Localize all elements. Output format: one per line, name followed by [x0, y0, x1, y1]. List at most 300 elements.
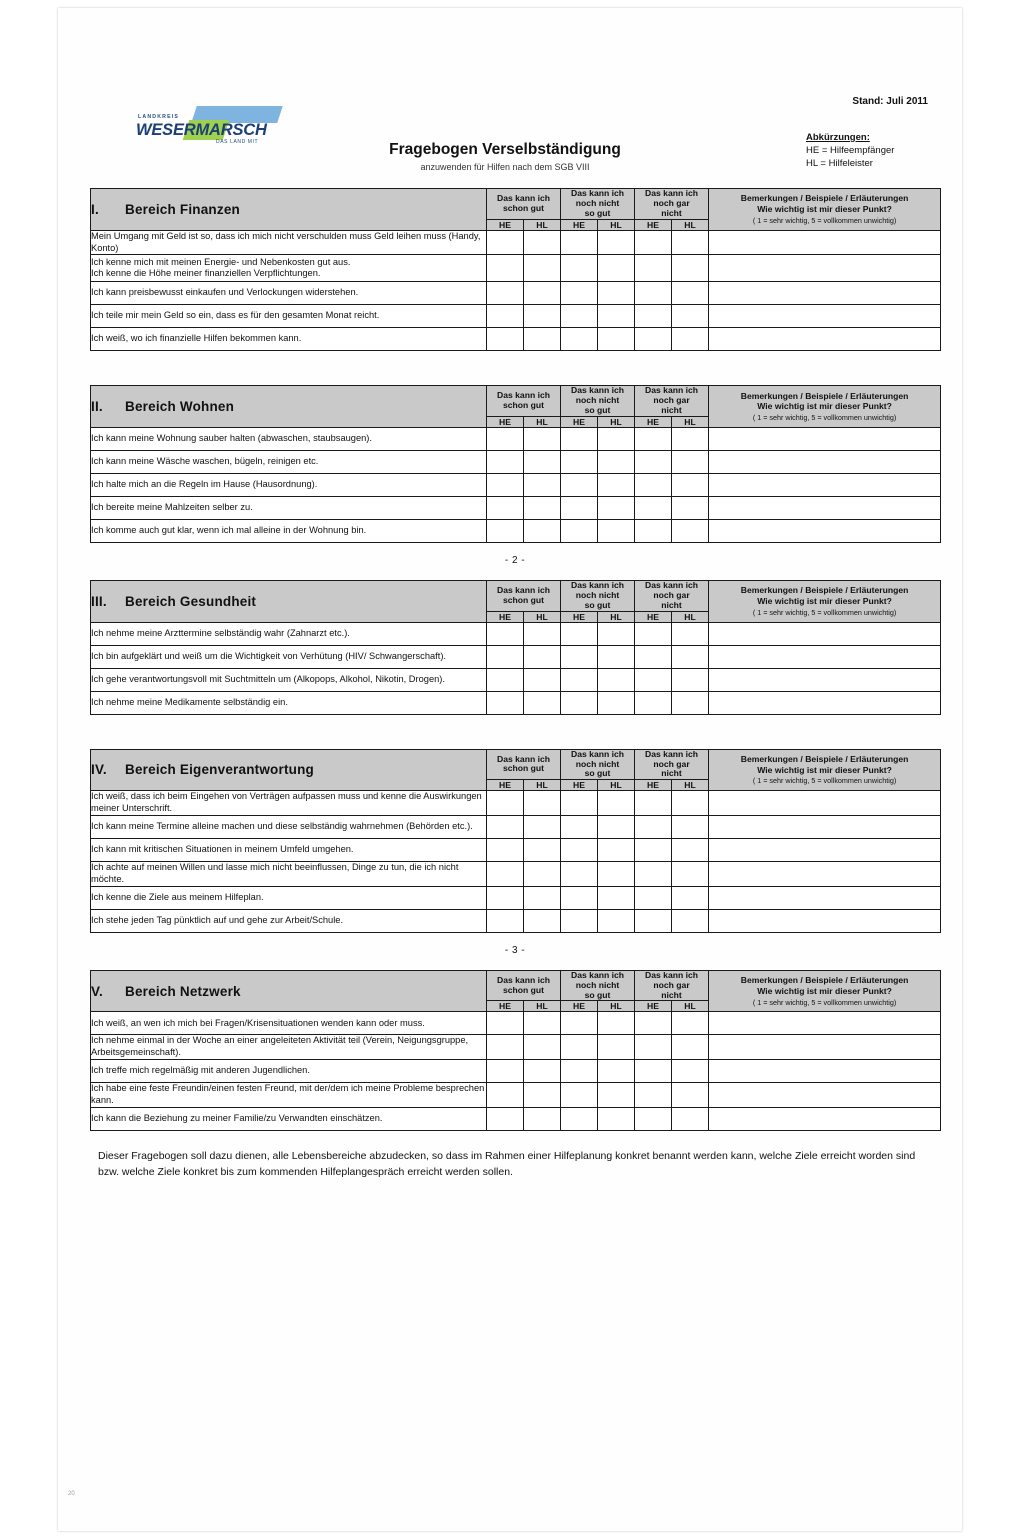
- answer-checkbox-cell[interactable]: [672, 428, 709, 451]
- answer-checkbox-cell[interactable]: [598, 1060, 635, 1083]
- answer-checkbox-cell[interactable]: [672, 1108, 709, 1131]
- answer-checkbox-cell[interactable]: [672, 622, 709, 645]
- section-title: [91, 970, 487, 1012]
- abbreviation-he: HE = Hilfeempfänger: [806, 144, 895, 156]
- section-number: IV.: [91, 762, 107, 778]
- subheader-he: HE: [487, 611, 524, 622]
- subheader-hl: HL: [672, 780, 709, 791]
- subheader-hl: HL: [672, 417, 709, 428]
- answer-checkbox-cell[interactable]: [561, 668, 598, 691]
- remarks-cell[interactable]: [709, 328, 941, 351]
- question-text: Ich weiß, an wen ich mich bei Fragen/Krisensituationen wenden kann oder muss.: [91, 1012, 487, 1035]
- column-group-not: Das kann ich noch gar nicht: [635, 189, 709, 220]
- answer-checkbox-cell[interactable]: [635, 1108, 672, 1131]
- table-row: [91, 862, 941, 887]
- question-text: Ich kann mit kritischen Situationen in meinem Umfeld umgehen.: [91, 839, 487, 862]
- answer-checkbox-cell[interactable]: [672, 1060, 709, 1083]
- remarks-cell[interactable]: [709, 816, 941, 839]
- table-row: [91, 816, 941, 839]
- answer-checkbox-cell[interactable]: [635, 645, 672, 668]
- answer-checkbox-cell[interactable]: [672, 230, 709, 255]
- answer-checkbox-cell[interactable]: [487, 862, 524, 887]
- table-row: [91, 428, 941, 451]
- subheader-he: HE: [561, 611, 598, 622]
- remarks-cell[interactable]: [709, 1108, 941, 1131]
- answer-checkbox-cell[interactable]: [561, 428, 598, 451]
- remarks-cell[interactable]: [709, 909, 941, 932]
- subheader-hl: HL: [524, 219, 561, 230]
- answer-checkbox-cell[interactable]: [487, 645, 524, 668]
- answer-checkbox-cell[interactable]: [635, 791, 672, 816]
- answer-checkbox-cell[interactable]: [524, 497, 561, 520]
- answer-checkbox-cell[interactable]: [672, 1035, 709, 1060]
- answer-checkbox-cell[interactable]: [598, 282, 635, 305]
- answer-checkbox-cell[interactable]: [598, 909, 635, 932]
- subheader-hl: HL: [598, 1001, 635, 1012]
- answer-checkbox-cell[interactable]: [672, 668, 709, 691]
- table-row: [91, 1035, 941, 1060]
- remarks-cell[interactable]: [709, 255, 941, 282]
- remarks-cell[interactable]: [709, 691, 941, 714]
- answer-checkbox-cell[interactable]: [598, 862, 635, 887]
- subheader-he: HE: [635, 219, 672, 230]
- answer-checkbox-cell[interactable]: [635, 428, 672, 451]
- remarks-cell[interactable]: [709, 886, 941, 909]
- remarks-cell[interactable]: [709, 862, 941, 887]
- answer-checkbox-cell[interactable]: [487, 622, 524, 645]
- stand-date: Stand: Juli 2011: [852, 96, 928, 107]
- answer-checkbox-cell[interactable]: [487, 474, 524, 497]
- question-text: Mein Umgang mit Geld ist so, dass ich mich nicht verschulden muss Geld leihen muss (Handy, Konto): [91, 230, 487, 255]
- answer-checkbox-cell[interactable]: [524, 886, 561, 909]
- answer-checkbox-cell[interactable]: [672, 305, 709, 328]
- column-group-not: Das kann ich noch gar nicht: [635, 386, 709, 417]
- page-mark-2: - 2 -: [504, 555, 526, 567]
- answer-checkbox-cell[interactable]: [635, 862, 672, 887]
- section-title-text: Bereich Gesundheit: [125, 593, 257, 609]
- section-header-row: [91, 581, 941, 612]
- table-row: [91, 1012, 941, 1035]
- answer-checkbox-cell[interactable]: [561, 1012, 598, 1035]
- remarks-cell[interactable]: [709, 839, 941, 862]
- subheader-he: HE: [561, 417, 598, 428]
- column-remarks-header: Bemerkungen / Beispiele / Erläuterungen Wie wichtig ist mir dieser Punkt? ( 1 = sehr wichtig, 5 = vollkommen unwichtig): [709, 970, 941, 1012]
- answer-checkbox-cell[interactable]: [672, 520, 709, 543]
- answer-checkbox-cell[interactable]: [598, 839, 635, 862]
- subheader-he: HE: [487, 780, 524, 791]
- answer-checkbox-cell[interactable]: [561, 451, 598, 474]
- answer-checkbox-cell[interactable]: [672, 816, 709, 839]
- answer-checkbox-cell[interactable]: [561, 255, 598, 282]
- answer-checkbox-cell[interactable]: [598, 622, 635, 645]
- subheader-hl: HL: [524, 780, 561, 791]
- answer-checkbox-cell[interactable]: [487, 230, 524, 255]
- table-row: [91, 451, 941, 474]
- subheader-hl: HL: [672, 611, 709, 622]
- table-row: [91, 909, 941, 932]
- section-title: [91, 581, 487, 623]
- answer-checkbox-cell[interactable]: [598, 1035, 635, 1060]
- answer-checkbox-cell[interactable]: [561, 839, 598, 862]
- section-table: [90, 749, 941, 933]
- section-header-row: [91, 386, 941, 417]
- section-header-row: [91, 749, 941, 780]
- column-group-not: Das kann ich noch gar nicht: [635, 970, 709, 1001]
- table-row: [91, 886, 941, 909]
- table-row: [91, 1060, 941, 1083]
- answer-checkbox-cell[interactable]: [672, 328, 709, 351]
- remarks-cell[interactable]: [709, 428, 941, 451]
- answer-checkbox-cell[interactable]: [524, 862, 561, 887]
- answer-checkbox-cell[interactable]: [524, 305, 561, 328]
- subheader-he: HE: [561, 780, 598, 791]
- section-title: [91, 386, 487, 428]
- logo-sub-text: DAS LAND MIT: [216, 139, 259, 145]
- section-table: [90, 188, 941, 351]
- answer-checkbox-cell[interactable]: [524, 520, 561, 543]
- answer-checkbox-cell[interactable]: [672, 451, 709, 474]
- answer-checkbox-cell[interactable]: [561, 1108, 598, 1131]
- answer-checkbox-cell[interactable]: [524, 428, 561, 451]
- column-group-good: Das kann ich schon gut: [487, 749, 561, 780]
- table-row: [91, 230, 941, 255]
- subheader-he: HE: [487, 219, 524, 230]
- spacer: [90, 715, 940, 749]
- question-text: Ich komme auch gut klar, wenn ich mal alleine in der Wohnung bin.: [91, 520, 487, 543]
- answer-checkbox-cell[interactable]: [635, 909, 672, 932]
- question-text: Ich achte auf meinen Willen und lasse mich nicht beeinflussen, Dinge zu tun, die ich nicht möchte.: [91, 862, 487, 887]
- column-group-not: Das kann ich noch gar nicht: [635, 581, 709, 612]
- question-text: Ich weiß, wo ich finanzielle Hilfen bekommen kann.: [91, 328, 487, 351]
- answer-checkbox-cell[interactable]: [672, 645, 709, 668]
- column-group-partly: Das kann ich noch nicht so gut: [561, 386, 635, 417]
- answer-checkbox-cell[interactable]: [672, 497, 709, 520]
- answer-checkbox-cell[interactable]: [487, 909, 524, 932]
- answer-checkbox-cell[interactable]: [635, 668, 672, 691]
- question-text: Ich halte mich an die Regeln im Hause (Hausordnung).: [91, 474, 487, 497]
- answer-checkbox-cell[interactable]: [524, 691, 561, 714]
- remarks-cell[interactable]: [709, 230, 941, 255]
- page-subtitle: anzuwenden für Hilfen nach dem SGB VIII: [420, 162, 590, 172]
- answer-checkbox-cell[interactable]: [598, 1012, 635, 1035]
- section-table: [90, 970, 941, 1131]
- answer-checkbox-cell[interactable]: [524, 791, 561, 816]
- answer-checkbox-cell[interactable]: [487, 1060, 524, 1083]
- answer-checkbox-cell[interactable]: [635, 839, 672, 862]
- remarks-cell[interactable]: [709, 520, 941, 543]
- question-text: Ich kann preisbewusst einkaufen und Verlockungen widerstehen.: [91, 282, 487, 305]
- column-group-good: Das kann ich schon gut: [487, 189, 561, 220]
- answer-checkbox-cell[interactable]: [487, 282, 524, 305]
- table-row: [91, 1108, 941, 1131]
- answer-checkbox-cell[interactable]: [672, 691, 709, 714]
- abbreviation-hl: HL = Hilfeleister: [806, 157, 873, 169]
- table-row: [91, 691, 941, 714]
- answer-checkbox-cell[interactable]: [524, 668, 561, 691]
- section-number: I.: [91, 201, 99, 217]
- page-title: Fragebogen Verselbständigung: [389, 141, 621, 158]
- remarks-cell[interactable]: [709, 451, 941, 474]
- answer-checkbox-cell[interactable]: [561, 328, 598, 351]
- answer-checkbox-cell[interactable]: [672, 909, 709, 932]
- answer-checkbox-cell[interactable]: [598, 230, 635, 255]
- answer-checkbox-cell[interactable]: [524, 622, 561, 645]
- answer-checkbox-cell[interactable]: [561, 1060, 598, 1083]
- question-text: Ich kenne mich mit meinen Energie- und Nebenkosten gut aus. Ich kenne die Höhe meiner finanziellen Verpflichtungen.: [91, 255, 487, 282]
- remarks-cell[interactable]: [709, 668, 941, 691]
- answer-checkbox-cell[interactable]: [561, 1035, 598, 1060]
- answer-checkbox-cell[interactable]: [635, 497, 672, 520]
- remarks-cell[interactable]: [709, 1083, 941, 1108]
- answer-checkbox-cell[interactable]: [635, 1083, 672, 1108]
- answer-checkbox-cell[interactable]: [487, 1083, 524, 1108]
- section-title-text: Bereich Netzwerk: [125, 983, 241, 999]
- answer-checkbox-cell[interactable]: [598, 328, 635, 351]
- answer-checkbox-cell[interactable]: [598, 474, 635, 497]
- answer-checkbox-cell[interactable]: [598, 645, 635, 668]
- answer-checkbox-cell[interactable]: [524, 816, 561, 839]
- answer-checkbox-cell[interactable]: [672, 839, 709, 862]
- answer-checkbox-cell[interactable]: [524, 328, 561, 351]
- remarks-cell[interactable]: [709, 282, 941, 305]
- column-group-partly: Das kann ich noch nicht so gut: [561, 970, 635, 1001]
- answer-checkbox-cell[interactable]: [672, 255, 709, 282]
- section-title-text: Bereich Finanzen: [125, 201, 240, 217]
- question-text: Ich treffe mich regelmäßig mit anderen Jugendlichen.: [91, 1060, 487, 1083]
- answer-checkbox-cell[interactable]: [561, 474, 598, 497]
- paper-sheet: [58, 8, 962, 1531]
- column-group-good: Das kann ich schon gut: [487, 386, 561, 417]
- answer-checkbox-cell[interactable]: [635, 282, 672, 305]
- answer-checkbox-cell[interactable]: [672, 474, 709, 497]
- subheader-he: HE: [487, 417, 524, 428]
- remarks-cell[interactable]: [709, 497, 941, 520]
- title-block: [345, 141, 665, 172]
- answer-checkbox-cell[interactable]: [598, 1108, 635, 1131]
- answer-checkbox-cell[interactable]: [487, 520, 524, 543]
- answer-checkbox-cell[interactable]: [561, 1083, 598, 1108]
- subheader-he: HE: [635, 1001, 672, 1012]
- column-remarks-header: Bemerkungen / Beispiele / Erläuterungen Wie wichtig ist mir dieser Punkt? ( 1 = sehr wichtig, 5 = vollkommen unwichtig): [709, 581, 941, 623]
- answer-checkbox-cell[interactable]: [524, 1083, 561, 1108]
- answer-checkbox-cell[interactable]: [598, 305, 635, 328]
- answer-checkbox-cell[interactable]: [635, 1035, 672, 1060]
- subheader-hl: HL: [598, 780, 635, 791]
- answer-checkbox-cell[interactable]: [561, 886, 598, 909]
- answer-checkbox-cell[interactable]: [561, 816, 598, 839]
- column-group-partly: Das kann ich noch nicht so gut: [561, 581, 635, 612]
- answer-checkbox-cell[interactable]: [561, 282, 598, 305]
- answer-checkbox-cell[interactable]: [672, 886, 709, 909]
- question-text: Ich nehme meine Medikamente selbständig ein.: [91, 691, 487, 714]
- page-mark-3: - 3 -: [504, 944, 526, 956]
- table-row: [91, 1083, 941, 1108]
- answer-checkbox-cell[interactable]: [561, 622, 598, 645]
- answer-checkbox-cell[interactable]: [524, 1060, 561, 1083]
- section-number: III.: [91, 593, 107, 609]
- answer-checkbox-cell[interactable]: [672, 791, 709, 816]
- answer-checkbox-cell[interactable]: [672, 862, 709, 887]
- answer-checkbox-cell[interactable]: [561, 230, 598, 255]
- table-row: [91, 668, 941, 691]
- remarks-cell[interactable]: [709, 622, 941, 645]
- answer-checkbox-cell[interactable]: [635, 451, 672, 474]
- question-text: Ich kann meine Termine alleine machen und diese selbständig wahrnehmen (Behörden etc.).: [91, 816, 487, 839]
- answer-checkbox-cell[interactable]: [635, 255, 672, 282]
- answer-checkbox-cell[interactable]: [598, 428, 635, 451]
- answer-checkbox-cell[interactable]: [598, 791, 635, 816]
- answer-checkbox-cell[interactable]: [598, 520, 635, 543]
- answer-checkbox-cell[interactable]: [635, 886, 672, 909]
- question-text: Ich nehme einmal in der Woche an einer angeleiteten Aktivität teil (Verein, Neigungsgruppe, Arbeitsgemeinschaft).: [91, 1035, 487, 1060]
- remarks-cell[interactable]: [709, 791, 941, 816]
- answer-checkbox-cell[interactable]: [598, 451, 635, 474]
- column-remarks-header: Bemerkungen / Beispiele / Erläuterungen Wie wichtig ist mir dieser Punkt? ( 1 = sehr wichtig, 5 = vollkommen unwichtig): [709, 189, 941, 231]
- subheader-he: HE: [561, 219, 598, 230]
- question-text: Ich gehe verantwortungsvoll mit Suchtmitteln um (Alkopops, Alkohol, Nikotin, Drogen).: [91, 668, 487, 691]
- answer-checkbox-cell[interactable]: [598, 668, 635, 691]
- answer-checkbox-cell[interactable]: [487, 305, 524, 328]
- answer-checkbox-cell[interactable]: [672, 282, 709, 305]
- remarks-cell[interactable]: [709, 305, 941, 328]
- answer-checkbox-cell[interactable]: [672, 1012, 709, 1035]
- column-group-good: Das kann ich schon gut: [487, 581, 561, 612]
- answer-checkbox-cell[interactable]: [487, 839, 524, 862]
- wesermarsch-logo: [132, 106, 282, 154]
- answer-checkbox-cell[interactable]: [635, 520, 672, 543]
- answer-checkbox-cell[interactable]: [561, 497, 598, 520]
- table-row: [91, 791, 941, 816]
- answer-checkbox-cell[interactable]: [487, 328, 524, 351]
- answer-checkbox-cell[interactable]: [524, 282, 561, 305]
- section-number: V.: [91, 983, 103, 999]
- section-title-text: Bereich Eigenverantwortung: [125, 762, 314, 778]
- answer-checkbox-cell[interactable]: [598, 886, 635, 909]
- remarks-cell[interactable]: [709, 1060, 941, 1083]
- abbreviations-title: Abkürzungen:: [806, 132, 870, 143]
- subheader-hl: HL: [598, 219, 635, 230]
- question-text: Ich stehe jeden Tag pünktlich auf und gehe zur Arbeit/Schule.: [91, 909, 487, 932]
- table-row: [91, 839, 941, 862]
- section-title-text: Bereich Wohnen: [125, 399, 235, 415]
- answer-checkbox-cell[interactable]: [524, 1108, 561, 1131]
- abbreviations-block: [806, 132, 936, 170]
- answer-checkbox-cell[interactable]: [487, 668, 524, 691]
- sections-root: [90, 188, 940, 1131]
- answer-checkbox-cell[interactable]: [561, 862, 598, 887]
- answer-checkbox-cell[interactable]: [487, 886, 524, 909]
- column-remarks-header: Bemerkungen / Beispiele / Erläuterungen Wie wichtig ist mir dieser Punkt? ( 1 = sehr wichtig, 5 = vollkommen unwichtig): [709, 386, 941, 428]
- subheader-hl: HL: [672, 1001, 709, 1012]
- document-content: [90, 96, 940, 1181]
- answer-checkbox-cell[interactable]: [524, 1035, 561, 1060]
- table-row: [91, 497, 941, 520]
- answer-checkbox-cell[interactable]: [598, 255, 635, 282]
- answer-checkbox-cell[interactable]: [487, 1035, 524, 1060]
- question-text: Ich bin aufgeklärt und weiß um die Wichtigkeit von Verhütung (HIV/ Schwangerschaft).: [91, 645, 487, 668]
- answer-checkbox-cell[interactable]: [524, 255, 561, 282]
- table-row: [91, 622, 941, 645]
- answer-checkbox-cell[interactable]: [635, 622, 672, 645]
- table-row: [91, 520, 941, 543]
- answer-checkbox-cell[interactable]: [561, 909, 598, 932]
- answer-checkbox-cell[interactable]: [487, 691, 524, 714]
- subheader-hl: HL: [524, 611, 561, 622]
- answer-checkbox-cell[interactable]: [635, 474, 672, 497]
- answer-checkbox-cell[interactable]: [487, 816, 524, 839]
- question-text: Ich nehme meine Arzttermine selbständig wahr (Zahnarzt etc.).: [91, 622, 487, 645]
- answer-checkbox-cell[interactable]: [524, 451, 561, 474]
- answer-checkbox-cell[interactable]: [524, 839, 561, 862]
- answer-checkbox-cell[interactable]: [598, 691, 635, 714]
- answer-checkbox-cell[interactable]: [561, 305, 598, 328]
- answer-checkbox-cell[interactable]: [524, 230, 561, 255]
- remarks-cell[interactable]: [709, 1035, 941, 1060]
- answer-checkbox-cell[interactable]: [561, 645, 598, 668]
- answer-checkbox-cell[interactable]: [635, 691, 672, 714]
- logo-top-text: LANDKREIS: [138, 114, 180, 120]
- answer-checkbox-cell[interactable]: [487, 255, 524, 282]
- remarks-cell[interactable]: [709, 1012, 941, 1035]
- answer-checkbox-cell[interactable]: [672, 1083, 709, 1108]
- answer-checkbox-cell[interactable]: [487, 1012, 524, 1035]
- question-text: Ich habe eine feste Freundin/einen festen Freund, mit der/dem ich meine Probleme besprechen kann.: [91, 1083, 487, 1108]
- answer-checkbox-cell[interactable]: [487, 497, 524, 520]
- footer-note: Dieser Fragebogen soll dazu dienen, alle Lebensbereiche abzudecken, so dass im Rahmen einer Hilfeplanung konkret benannt werden kann, welche Ziele erreicht worden sind bzw. welche Ziele konkret bis zum kommenden Hilfeplangespräch erreicht werden sollen.: [98, 1150, 916, 1178]
- section-title: [91, 749, 487, 791]
- remarks-cell[interactable]: [709, 645, 941, 668]
- section-table: [90, 385, 941, 543]
- table-row: [91, 282, 941, 305]
- section-header-row: [91, 970, 941, 1001]
- column-remarks-header: Bemerkungen / Beispiele / Erläuterungen Wie wichtig ist mir dieser Punkt? ( 1 = sehr wichtig, 5 = vollkommen unwichtig): [709, 749, 941, 791]
- answer-checkbox-cell[interactable]: [487, 428, 524, 451]
- subheader-hl: HL: [524, 417, 561, 428]
- answer-checkbox-cell[interactable]: [635, 230, 672, 255]
- answer-checkbox-cell[interactable]: [561, 691, 598, 714]
- answer-checkbox-cell[interactable]: [635, 816, 672, 839]
- answer-checkbox-cell[interactable]: [635, 328, 672, 351]
- column-group-partly: Das kann ich noch nicht so gut: [561, 749, 635, 780]
- subheader-hl: HL: [524, 1001, 561, 1012]
- answer-checkbox-cell[interactable]: [635, 1060, 672, 1083]
- question-text: Ich kann die Beziehung zu meiner Familie/zu Verwandten einschätzen.: [91, 1108, 487, 1131]
- table-row: [91, 305, 941, 328]
- answer-checkbox-cell[interactable]: [524, 474, 561, 497]
- answer-checkbox-cell[interactable]: [487, 1108, 524, 1131]
- answer-checkbox-cell[interactable]: [524, 909, 561, 932]
- answer-checkbox-cell[interactable]: [524, 1012, 561, 1035]
- answer-checkbox-cell[interactable]: [598, 816, 635, 839]
- section-table: [90, 580, 941, 715]
- answer-checkbox-cell[interactable]: [598, 497, 635, 520]
- subheader-he: HE: [635, 417, 672, 428]
- remarks-cell[interactable]: [709, 474, 941, 497]
- subheader-he: HE: [635, 611, 672, 622]
- answer-checkbox-cell[interactable]: [487, 451, 524, 474]
- answer-checkbox-cell[interactable]: [561, 520, 598, 543]
- answer-checkbox-cell[interactable]: [561, 791, 598, 816]
- answer-checkbox-cell[interactable]: [635, 305, 672, 328]
- answer-checkbox-cell[interactable]: [635, 1012, 672, 1035]
- answer-checkbox-cell[interactable]: [524, 645, 561, 668]
- table-row: [91, 255, 941, 282]
- subheader-hl: HL: [598, 417, 635, 428]
- answer-checkbox-cell[interactable]: [487, 791, 524, 816]
- subheader-he: HE: [487, 1001, 524, 1012]
- question-text: Ich weiß, dass ich beim Eingehen von Verträgen aufpassen muss und kenne die Auswirkungen meiner Unterschrift.: [91, 791, 487, 816]
- answer-checkbox-cell[interactable]: [598, 1083, 635, 1108]
